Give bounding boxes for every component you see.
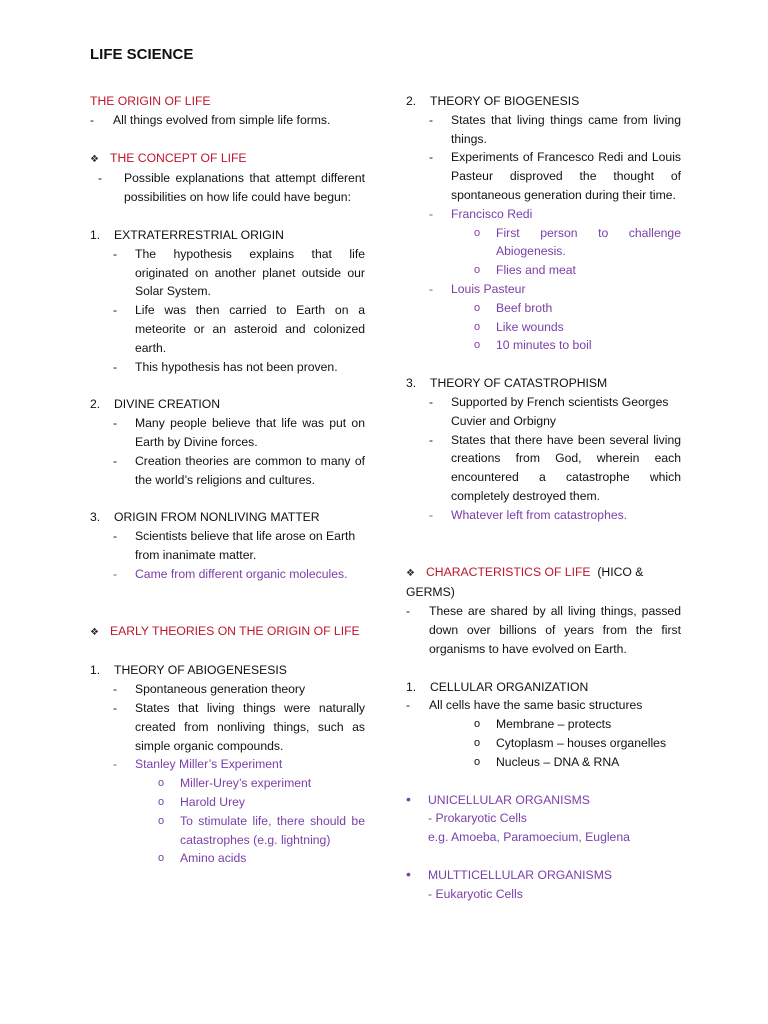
list-item: - Experiments of Francesco Redi and Louis Pasteur disproved the thought of spontaneous generation during their time. <box>429 150 681 202</box>
sub-list-item: o Flies and meat <box>474 263 576 278</box>
list-item: - Creation theories are common to many of the world’s religions and cultures. <box>113 453 365 487</box>
list-item: - These are shared by all living things, passed down over billions of years from the first organisms to have evolved on Earth. <box>406 604 681 656</box>
bullet-dot-icon: • <box>406 865 411 882</box>
right-column <box>406 92 681 903</box>
list-item: - All things evolved from simple life forms. <box>90 112 331 127</box>
sub-list-item: o Nucleus – DNA & RNA <box>474 754 620 769</box>
list-item: - States that living things came from living things. <box>429 112 681 146</box>
unicellular-example: e.g. Amoeba, Paramoecium, Euglena <box>428 830 630 845</box>
sub-list-item: o Beef broth <box>474 300 553 315</box>
section-heading: 3. THEORY OF CATASTROPHISM <box>406 376 608 391</box>
list-item: - Many people believe that life was put on Earth by Divine forces. <box>113 416 365 449</box>
diamond-bullet-icon: ❖ <box>406 567 415 579</box>
section-heading: 2. THEORY OF BIOGENESIS <box>406 94 580 108</box>
section-heading: 1. CELLULAR ORGANIZATION <box>406 679 589 694</box>
section-heading: 2. DIVINE CREATION <box>90 397 221 412</box>
sub-list-item: o Like wounds <box>474 319 564 334</box>
unicellular-line: - Prokaryotic Cells <box>428 811 527 826</box>
origin-heading: THE ORIGIN OF LIFE <box>90 94 211 108</box>
left-column <box>90 92 365 868</box>
diamond-bullet-icon: ❖ <box>90 626 99 638</box>
list-item: - Life was then carried to Earth on a meteorite or an asteroid and colonized earth. <box>113 303 365 355</box>
multicellular-line: - Eukaryotic Cells <box>428 886 523 901</box>
list-item: - Stanley Miller’s Experiment <box>113 757 283 772</box>
sub-list-item: o Miller-Urey’s experiment <box>158 776 312 791</box>
list-item: - Possible explanations that attempt different possibilities on how life could have begun: <box>98 171 365 205</box>
sub-list-item: o Harold Urey <box>158 794 246 809</box>
characteristics-heading: ❖ CHARACTERISTICS OF LIFE (HICO & GERMS) <box>406 564 644 600</box>
list-item: - Supported by French scientists Georges Cuvier and Orbigny <box>429 394 669 428</box>
section-heading: 3. ORIGIN FROM NONLIVING MATTER <box>90 510 320 525</box>
section-heading: 1. EXTRATERRESTRIAL ORIGIN <box>90 227 284 242</box>
list-item: - Scientists believe that life arose on Earth from inanimate matter. <box>113 529 356 562</box>
concept-heading: ❖ THE CONCEPT OF LIFE <box>90 149 365 170</box>
early-theories-heading: ❖ EARLY THEORIES ON THE ORIGIN OF LIFE <box>90 622 365 643</box>
sub-list-item: o Cytoplasm – houses organelles <box>474 735 667 750</box>
list-item: - This hypothesis has not been proven. <box>113 359 338 374</box>
list-item: - All cells have the same basic structures <box>406 698 643 713</box>
list-item: - States that living things were naturally created from nonliving things, such as simple organic compounds. <box>113 700 365 753</box>
list-item: - Whatever left from catastrophes. <box>429 507 628 522</box>
list-item: - Came from different organic molecules. <box>113 566 348 581</box>
sub-list-item: o First person to challenge Abiogenesis. <box>474 225 681 259</box>
page-title: LIFE SCIENCE <box>90 46 194 63</box>
bullet-dot-icon: • <box>406 790 411 807</box>
sub-list-item: o Amino acids <box>158 851 247 866</box>
list-item: - States that there have been several living creations from God, wherein each encountered a catastrophe which completely destroyed them. <box>429 432 681 503</box>
sub-list-item: o To stimulate life, there should be catastrophes (e.g. lightning) <box>158 813 365 847</box>
list-item: - Francisco Redi <box>429 206 533 221</box>
list-item: - Spontaneous generation theory <box>113 682 306 697</box>
multicellular-heading: • MULTTICELLULAR ORGANISMS <box>406 865 612 882</box>
list-item: - The hypothesis explains that life originated on another planet outside our Solar System. <box>113 246 365 299</box>
sub-list-item: o 10 minutes to boil <box>474 338 592 353</box>
list-item: - Louis Pasteur <box>429 281 526 296</box>
unicellular-heading: • UNICELLULAR ORGANISMS <box>406 790 590 807</box>
diamond-bullet-icon: ❖ <box>90 153 99 165</box>
section-heading: 1. THEORY OF ABIOGENESESIS <box>90 663 287 678</box>
sub-list-item: o Membrane – protects <box>474 717 612 732</box>
